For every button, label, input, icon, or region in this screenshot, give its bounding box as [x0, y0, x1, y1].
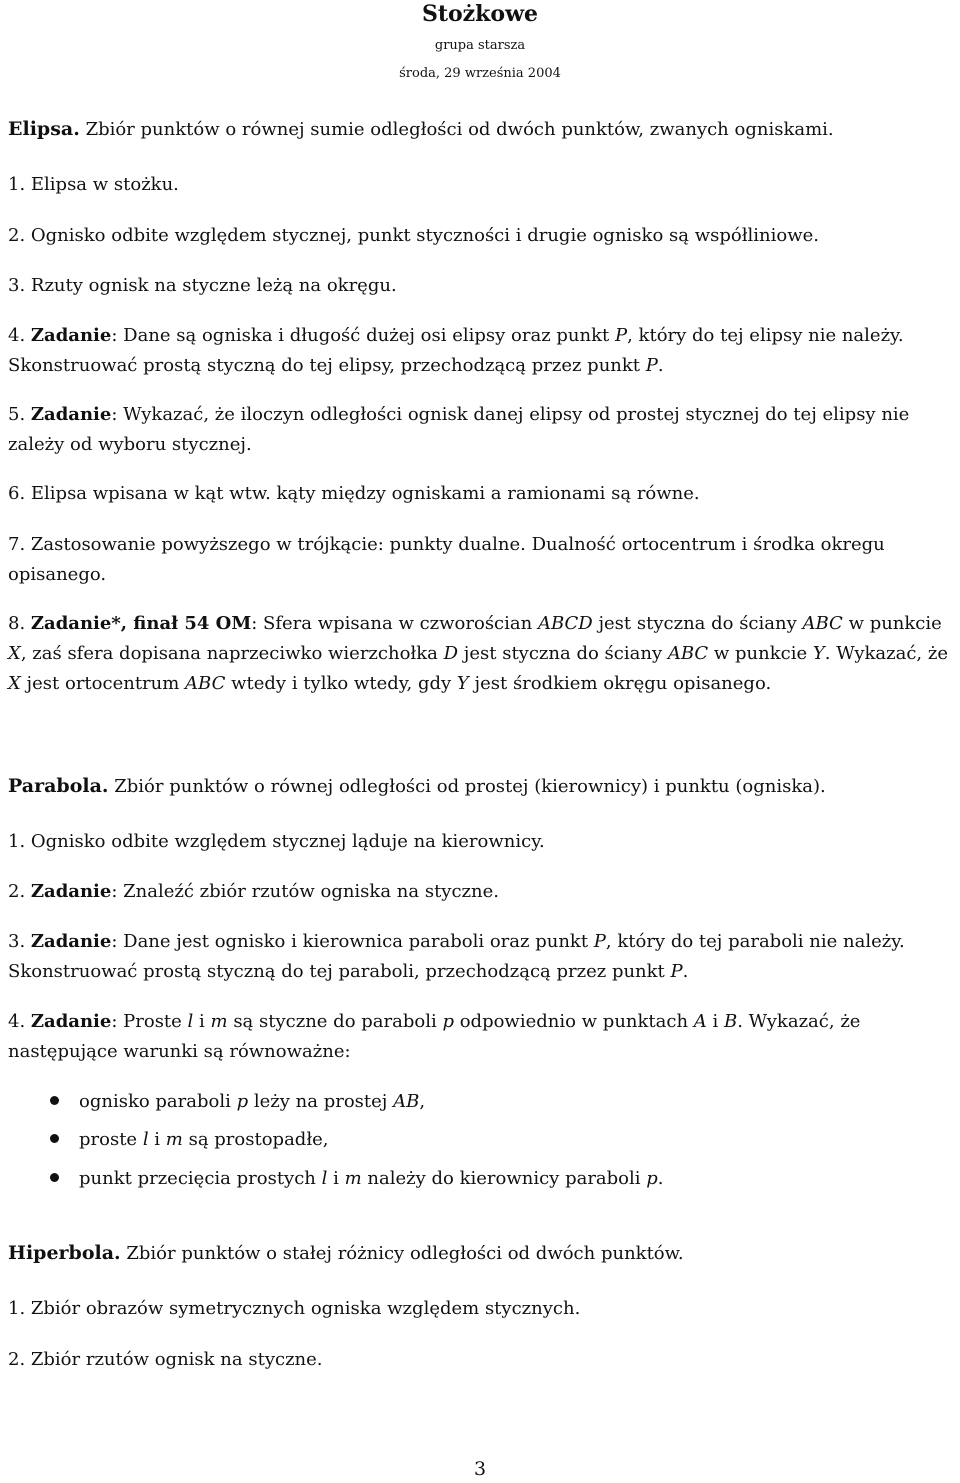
- item-text: w punkcie: [708, 643, 813, 664]
- bullet-item: [50, 1125, 950, 1155]
- parabola-item-3: [8, 927, 954, 987]
- item-text: są prostopadłe,: [182, 1129, 329, 1150]
- document-title: Stożkowe: [421, 1, 539, 27]
- item-text: , zaś sfera dopisana naprzeciwko wierzchołka: [20, 643, 444, 664]
- item-text: : Dane jest ognisko i kierownica paraboli oraz punkt: [111, 931, 594, 952]
- item-number: 3.: [8, 931, 26, 952]
- item-text: są styczne do paraboli: [227, 1011, 443, 1032]
- math-var: p: [646, 1168, 658, 1189]
- task-label: Zadanie: [30, 325, 112, 346]
- math-var: D: [443, 643, 459, 664]
- parabola-heading: Parabola.: [8, 775, 109, 797]
- item-text: : Dane są ogniska i długość dużej osi elipsy oraz punkt: [111, 325, 615, 346]
- math-var: X: [8, 673, 21, 694]
- task-label: Zadanie: [30, 881, 112, 902]
- ellipse-definition-text: Zbiór punktów o równej sumie odległości od dwóch punktów, zwanych ogniskami.: [85, 119, 834, 140]
- math-var: ABC: [185, 673, 226, 694]
- ellipse-item-7: 7. Zastosowanie powyższego w trójkącie: punkty dualne. Dualność ortocentrum i środka okregu opisanego.: [8, 534, 885, 585]
- math-var: ABC: [667, 643, 709, 664]
- document-date: środa, 29 września 2004: [399, 66, 561, 81]
- ellipse-item-2: 2. Ognisko odbite względem stycznej, punkt styczności i drugie ognisko są współliniowe.: [8, 225, 820, 246]
- item-text: i: [148, 1129, 166, 1150]
- parabola-definition: [8, 771, 954, 802]
- item-text: jest środkiem okręgu opisanego.: [468, 673, 772, 694]
- math-var: B: [723, 1011, 738, 1032]
- item-text: i: [193, 1011, 211, 1032]
- bullet-item: [50, 1087, 950, 1117]
- ellipse-item-8: [8, 609, 954, 699]
- ellipse-heading: Elipsa.: [8, 118, 80, 140]
- math-var: ABCD: [537, 613, 593, 634]
- item-text: ognisko paraboli: [79, 1091, 237, 1112]
- item-text: punkt przecięcia prostych: [79, 1168, 322, 1189]
- math-var: P: [645, 355, 658, 376]
- item-text: wtedy i tylko wtedy, gdy: [225, 673, 457, 694]
- task-label: Zadanie: [30, 931, 112, 952]
- ellipse-item-3: 3. Rzuty ognisk na styczne leżą na okręgu.: [8, 275, 397, 296]
- math-var: p: [442, 1011, 454, 1032]
- math-var: l: [187, 1011, 194, 1032]
- math-var: p: [236, 1091, 249, 1112]
- math-var: l: [321, 1168, 328, 1189]
- item-number: 4.: [8, 1011, 26, 1032]
- item-text: : Sfera wpisana w czworościan: [251, 613, 538, 634]
- item-text: i: [327, 1168, 345, 1189]
- ellipse-item-6: 6. Elipsa wpisana w kąt wtw. kąty między ogniskami a ramionami są równe.: [8, 483, 700, 504]
- bullet-icon: [50, 1096, 59, 1105]
- math-var: A: [693, 1011, 707, 1032]
- item-text: , który do tej elipsy nie należy. Skonstruować prostą styczną do tej elipsy, przechodzącą przez punkt: [8, 325, 904, 376]
- document-subtitle: grupa starsza: [434, 38, 526, 53]
- math-var: m: [165, 1129, 183, 1150]
- ellipse-item-1: 1. Elipsa w stożku.: [8, 174, 179, 195]
- item-text: odpowiednio w punktach: [453, 1011, 694, 1032]
- parabola-definition-text: Zbiór punktów o równej odległości od prostej (kierownicy) i punktu (ogniska).: [114, 776, 826, 797]
- item-text: .: [657, 1168, 664, 1189]
- hyperbola-definition: [8, 1238, 954, 1269]
- item-text: i: [706, 1011, 724, 1032]
- bullet-item: [50, 1164, 950, 1194]
- item-number: 8.: [8, 613, 26, 634]
- page-number: 3: [473, 1458, 487, 1480]
- math-var: P: [614, 325, 628, 346]
- item-text: , który do tej paraboli nie należy. Skonstruować prostą styczną do tej paraboli, przechodzącą przez punkt: [8, 931, 905, 982]
- item-number: 4.: [8, 325, 26, 346]
- item-text: : Wykazać, że iloczyn odległości ognisk danej elipsy od prostej stycznej do tej elipsy nie zależy od wyboru stycznej.: [8, 404, 910, 455]
- parabola-item-4: [8, 1007, 954, 1067]
- item-text: : Znaleźć zbiór rzutów ogniska na styczne.: [111, 881, 500, 902]
- item-text: jest styczna do ściany: [592, 613, 803, 634]
- task-label: Zadanie*, finał 54 OM: [30, 613, 252, 634]
- item-number: 2.: [8, 881, 26, 902]
- math-var: Y: [812, 643, 825, 664]
- math-var: AB: [393, 1091, 420, 1112]
- math-var: ABC: [802, 613, 843, 634]
- item-text: ,: [419, 1091, 426, 1112]
- task-label: Zadanie: [30, 404, 112, 425]
- ellipse-item-5: [8, 400, 954, 460]
- math-var: l: [142, 1129, 149, 1150]
- item-text: leży na prostej: [248, 1091, 394, 1112]
- math-var: P: [593, 931, 606, 952]
- item-text: .: [657, 355, 664, 376]
- item-number: 5.: [8, 404, 26, 425]
- item-text: w punkcie: [842, 613, 942, 634]
- item-text: . Wykazać, że: [824, 643, 948, 664]
- math-var: P: [670, 961, 683, 982]
- ellipse-item-4: [8, 321, 954, 381]
- item-text: . Wykazać, że następujące warunki są równoważne:: [8, 1011, 861, 1062]
- math-var: X: [8, 643, 21, 664]
- item-text: proste: [79, 1129, 143, 1150]
- parabola-item-1: 1. Ognisko odbite względem stycznej ląduje na kierownicy.: [8, 831, 545, 852]
- bullet-icon: [50, 1134, 59, 1143]
- item-text: : Proste: [111, 1011, 188, 1032]
- item-text: jest ortocentrum: [20, 673, 186, 694]
- bullet-icon: [50, 1173, 59, 1182]
- hyperbola-definition-text: Zbiór punktów o stałej różnicy odległości od dwóch punktów.: [126, 1243, 684, 1264]
- ellipse-definition: [8, 114, 954, 145]
- hyperbola-item-1: 1. Zbiór obrazów symetrycznych ogniska względem stycznych.: [8, 1298, 581, 1319]
- task-label: Zadanie: [30, 1011, 112, 1032]
- item-text: .: [682, 961, 689, 982]
- item-text: należy do kierownicy paraboli: [361, 1168, 647, 1189]
- math-var: Y: [456, 673, 469, 694]
- item-text: jest styczna do ściany: [458, 643, 668, 664]
- hyperbola-item-2: 2. Zbiór rzutów ognisk na styczne.: [8, 1349, 323, 1370]
- math-var: m: [344, 1168, 362, 1189]
- parabola-item-2: [8, 877, 954, 907]
- math-var: m: [210, 1011, 228, 1032]
- hyperbola-heading: Hiperbola.: [8, 1242, 121, 1264]
